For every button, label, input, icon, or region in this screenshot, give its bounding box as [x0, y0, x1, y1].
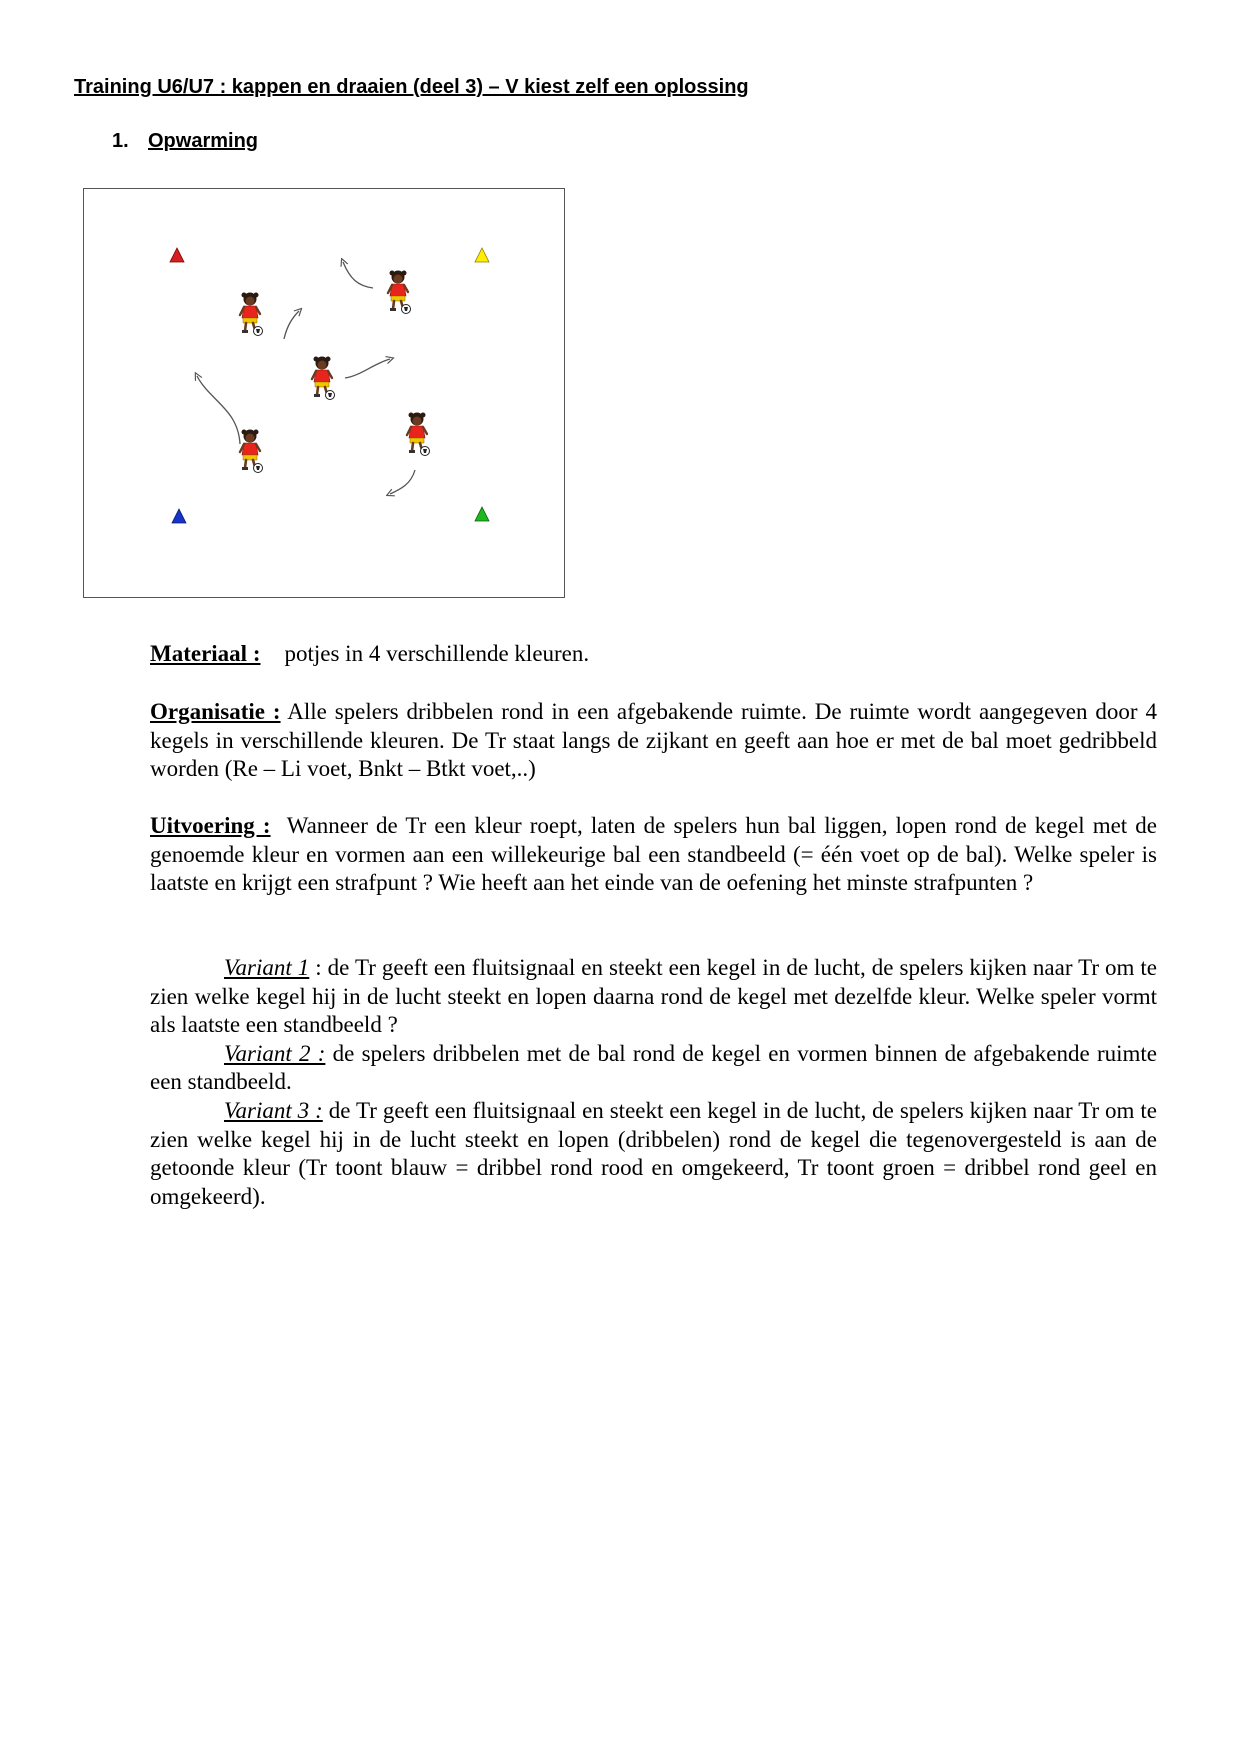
yellow-cone-icon [475, 248, 489, 262]
variant-1-label: Variant 1 [224, 955, 310, 980]
movement-arrow-icon [390, 470, 415, 494]
materiaal-label: Materiaal : [150, 641, 261, 666]
variant-1-separator: : [309, 955, 328, 980]
player-icon [240, 293, 263, 336]
materiaal-text: potjes in 4 verschillende kleuren. [284, 641, 590, 666]
variant-2-separator [325, 1041, 332, 1066]
section-number: 1. [112, 130, 129, 152]
organisatie-label: Organisatie : [150, 699, 281, 724]
player-icon [240, 430, 263, 473]
blue-cone-icon [172, 509, 186, 523]
movement-arrow-icon [345, 359, 390, 378]
variant-2-text: de spelers dribbelen met de bal rond de kegel en vormen binnen de afgebakende ruimte een standbeeld. [150, 1040, 1158, 1095]
uitvoering-label: Uitvoering : [150, 813, 271, 838]
variant-1-text: de Tr geeft een fluitsignaal en steekt een kegel in de lucht, de spelers kijken naar Tr om te zien welke kegel hij in de lucht steekt en lopen daarna rond de kegel met dezelfde kleur. Welke speler vormt als laatste een standbeeld ? [150, 955, 1157, 1038]
page-title: Training U6/U7 : kappen en draaien (deel 3) – V kiest zelf een oplossing [74, 76, 749, 98]
player-icon [312, 357, 335, 400]
player-icon [388, 271, 411, 314]
green-cone-icon [475, 507, 489, 521]
variant-2-label: Variant 2 : [224, 1040, 326, 1066]
section-title: Opwarming [148, 130, 259, 152]
warmup-diagram-svg [84, 189, 563, 596]
materiaal-paragraph [150, 640, 1157, 669]
variant-1-paragraph [150, 954, 1157, 1040]
uitvoering-text: Wanneer de Tr een kleur roept, laten de spelers hun bal liggen, lopen rond de kegel met de genoemde kleur en vormen aan een willekeurige bal een standbeeld (= één voet op de bal). Welke speler is laatste en krijgt een strafpunt ? Wie heeft aan het einde van de oefening het minste strafpunten ? [150, 813, 1158, 896]
variant-3-paragraph [150, 1097, 1157, 1211]
red-cone-icon [170, 248, 184, 262]
section-heading [112, 130, 258, 153]
movement-arrow-icon [284, 311, 299, 339]
organisatie-paragraph [150, 698, 1157, 784]
movement-arrow-icon [343, 262, 373, 288]
organisatie-text: Alle spelers dribbelen rond in een afgebakende ruimte. De ruimte wordt aangegeven door 4 kegels in verschillende kleuren. De Tr staat langs de zijkant en geeft aan hoe er met de bal moet gedribbeld worden (Re – Li voet, Bnkt – Btkt voet,..) [150, 699, 1157, 782]
variant-3-label: Variant 3 : [224, 1097, 323, 1123]
warmup-diagram [83, 188, 565, 598]
movement-arrow-icon [197, 376, 240, 444]
variant-2-paragraph [150, 1040, 1157, 1097]
variant-3-text: de Tr geeft een fluitsignaal en steekt een kegel in de lucht, de spelers kijken naar Tr om te zien welke kegel hij in de lucht steekt en lopen (dribbelen) rond de kegel die tegenovergesteld is aan de getoonde kleur (Tr toont blauw = dribbel rond rood en omgekeerd, Tr toont groen = dribbel rond geel en omgekeerd). [150, 1097, 1157, 1209]
player-icon [407, 413, 430, 456]
variants-block [150, 954, 1157, 1211]
uitvoering-paragraph [150, 812, 1157, 898]
